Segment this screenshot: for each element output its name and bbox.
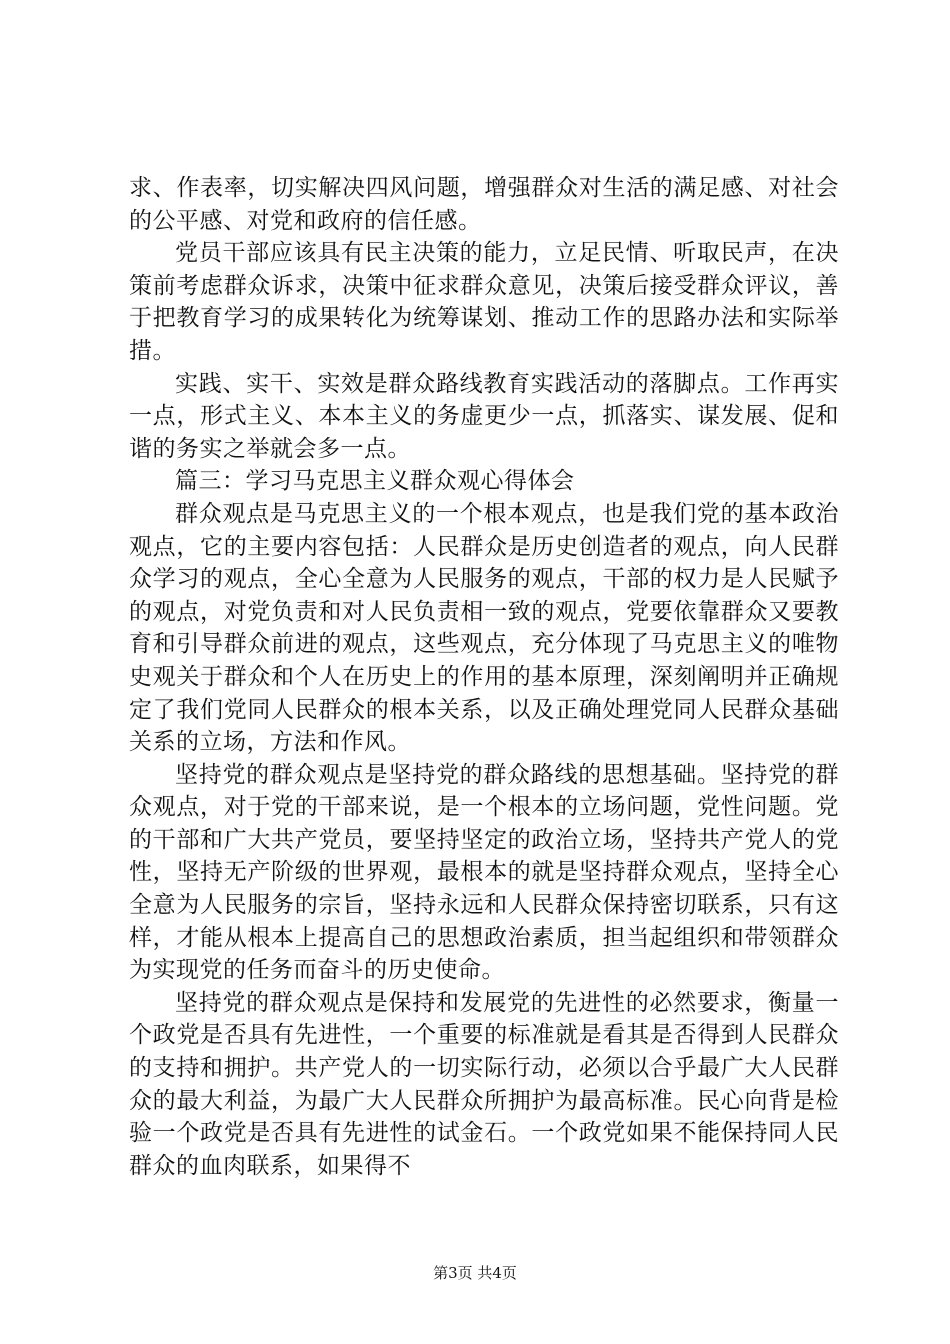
page-number-footer: 第3页 共4页 <box>433 1264 517 1282</box>
paragraph-continuation: 求、作表率，切实解决四风问题，增强群众对生活的满足感、对社会的公平感、对党和政府的信任感。 <box>129 175 839 234</box>
paragraph-practice: 实践、实干、实效是群众路线教育实践活动的落脚点。工作再实一点，形式主义、本本主义的务虚更少一点，抓落实、谋发展、促和谐的务实之举就会多一点。 <box>129 370 839 462</box>
document-body <box>129 172 839 1182</box>
paragraph-mass-viewpoint: 群众观点是马克思主义的一个根本观点，也是我们党的基本政治观点，它的主要内容包括：人民群众是历史创造者的观点，向人民群众学习的观点，全心全意为人民服务的观点，干部的权力是人民赋予的观点，对党负责和对人民负责相一致的观点，党要依靠群众又要教育和引导群众前进的观点，这些观点，充分体现了马克思主义的唯物史观关于群众和个人在历史上的作用的基本原理，深刻阐明并正确规定了我们党同人民群众的根本关系，以及正确处理党同人民群众基础关系的立场，方法和作风。 <box>129 500 839 756</box>
paragraph-advancement: 坚持党的群众观点是保持和发展党的先进性的必然要求，衡量一个政党是否具有先进性，一个重要的标准就是看其是否得到人民群众的支持和拥护。共产党人的一切实际行动，必须以合乎最广大人民群众的最大利益，为最广大人民群众所拥护为最高标准。民心向背是检验一个政党是否具有先进性的试金石。一个政党如果不能保持同人民群众的血肉联系，如果得不 <box>129 989 839 1179</box>
paragraph-mass-line-foundation: 坚持党的群众观点是坚持党的群众路线的思想基础。坚持党的群众观点，对于党的干部来说，是一个根本的立场问题，党性问题。党的干部和广大共产党员，要坚持坚定的政治立场，坚持共产党人的党性，坚持无产阶级的世界观，最根本的就是坚持群众观点，坚持全心全意为人民服务的宗旨，坚持永远和人民群众保持密切联系，只有这样，才能从根本上提高自己的思想政治素质，担当起组织和带领群众为实现党的任务而奋斗的历史使命。 <box>129 761 839 984</box>
section-heading: 篇三：学习马克思主义群众观心得体会 <box>175 468 575 495</box>
paragraph-democratic-decision: 党员干部应该具有民主决策的能力，立足民情、听取民声，在决策前考虑群众诉求，决策中征求群众意见，决策后接受群众评议，善于把教育学习的成果转化为统筹谋划、推动工作的思路办法和实际举措。 <box>129 240 839 364</box>
